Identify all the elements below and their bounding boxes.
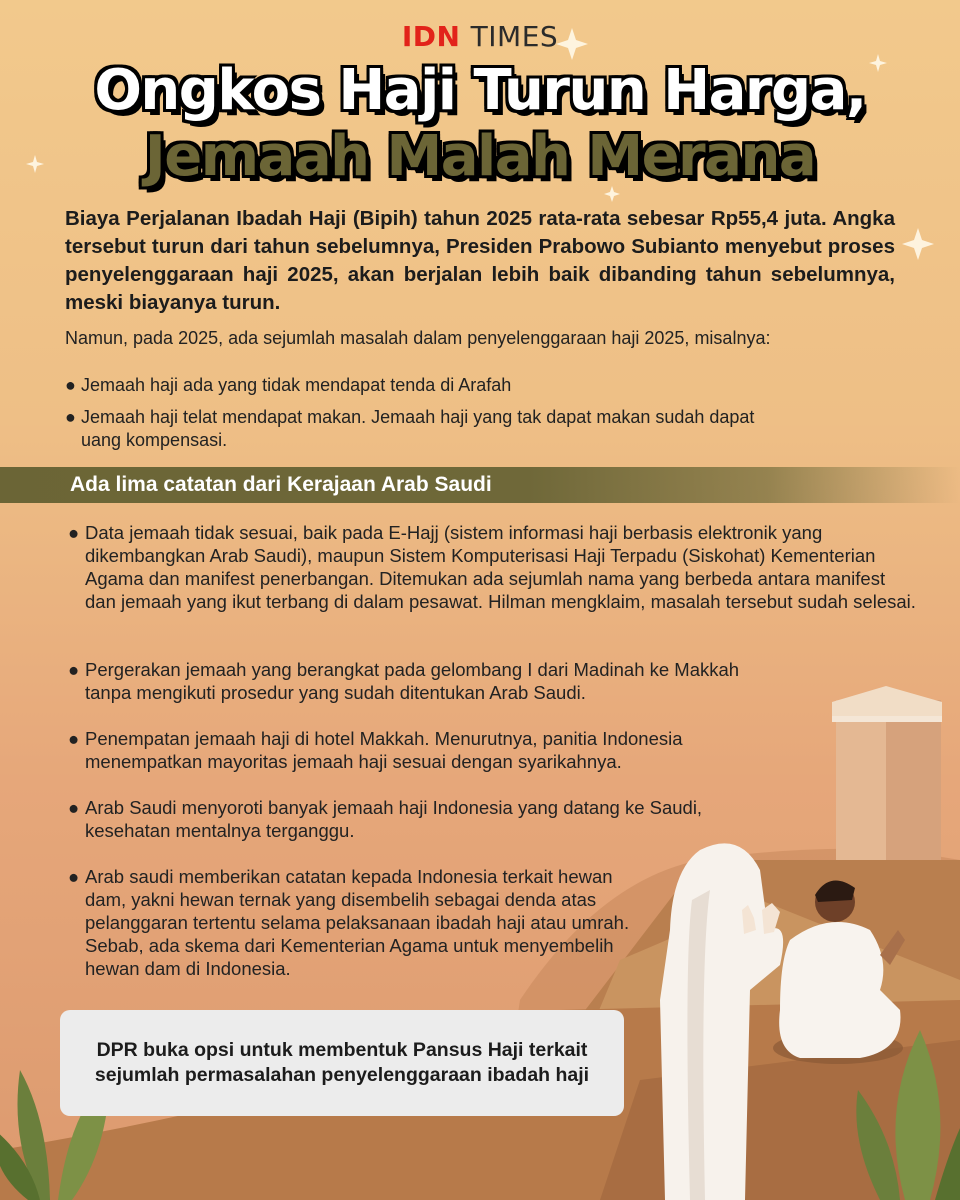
saudi-note-text: Arab saudi memberikan catatan kepada Indonesia terkait hewan dam, yakni hewan ternak yang disembelih sebagai denda atas pelanggaran tertentu selama pelaksanaan ibadah haji atau umrah. Sebab, ada skema dari Kementerian Agama untuk menyembelih hewan dam di Indonesia. xyxy=(85,866,630,979)
saudi-note-text: Arab Saudi menyoroti banyak jemaah haji Indonesia yang datang ke Saudi, kesehatan mentalnya terganggu. xyxy=(85,797,703,841)
list-item xyxy=(68,521,918,613)
bullet-icon: ● xyxy=(68,522,80,543)
list-item xyxy=(68,865,643,980)
bullet-icon: ● xyxy=(68,866,80,887)
list-item xyxy=(68,658,748,704)
bullet-icon: ● xyxy=(68,728,80,749)
saudi-note-text: Data jemaah tidak sesuai, baik pada E-Hajj (sistem informasi haji berbasis elektronik yang dikembangkan Arab Saudi), maupun Sistem Komputerisasi Haji Terpadu (Siskohat) Kementerian Agama dan manifest penerbangan. Ditemukan ada sejumlah nama yang berbeda antara manifest dan jemaah yang ikut terbang di dalam pesawat. Hilman mengklaim, masalah tersebut sudah selesai. xyxy=(85,522,916,612)
section-heading-band xyxy=(0,467,960,503)
page-title-line1: Ongkos Haji Turun Harga, xyxy=(94,58,866,123)
callout-text: DPR buka opsi untuk membentuk Pansus Haji terkait sejumlah permasalahan penyelenggaraan ibadah haji xyxy=(94,1039,590,1086)
list-item xyxy=(68,796,718,842)
brand-logo xyxy=(0,20,960,53)
intro-paragraph: Biaya Perjalanan Ibadah Haji (Bipih) tahun 2025 rata-rata sebesar Rp55,4 juta. Angka tersebut turun dari tahun sebelumnya, Presiden Prabowo Subianto menyebut proses penyelenggaraan haji 2025, akan berjalan lebih baik dibanding tahun sebelumnya, meski biayanya turun. xyxy=(65,207,895,314)
issue-text: Jemaah haji telat mendapat makan. Jemaah haji yang tak dapat makan sudah dapat uang kompensasi. xyxy=(81,407,755,450)
list-item xyxy=(65,374,785,397)
callout-box xyxy=(60,1010,624,1116)
bullet-icon: ● xyxy=(65,407,76,427)
saudi-note-text: Pergerakan jemaah yang berangkat pada gelombang I dari Madinah ke Makkah tanpa mengikuti prosedur yang sudah ditentukan Arab Saudi. xyxy=(85,659,740,703)
section-heading: Ada lima catatan dari Kerajaan Arab Saudi xyxy=(70,473,492,496)
brand-idn: IDN xyxy=(401,20,461,53)
bullet-icon: ● xyxy=(68,797,80,818)
issues-lead: Namun, pada 2025, ada sejumlah masalah dalam penyelenggaraan haji 2025, misalnya: xyxy=(65,328,771,348)
issue-text: Jemaah haji ada yang tidak mendapat tenda di Arafah xyxy=(81,375,512,395)
bullet-icon: ● xyxy=(68,659,80,680)
list-item xyxy=(65,406,785,452)
bullet-icon: ● xyxy=(65,375,76,395)
brand-times: TIMES xyxy=(470,20,559,53)
list-item xyxy=(68,727,788,773)
sparkle-icon xyxy=(902,228,934,260)
page-title-line2: Jemaah Malah Merana xyxy=(144,124,816,189)
saudi-note-text: Penempatan jemaah haji di hotel Makkah. Menurutnya, panitia Indonesia menempatkan mayoritas jemaah haji sesuai dengan syarikahnya. xyxy=(85,728,683,772)
